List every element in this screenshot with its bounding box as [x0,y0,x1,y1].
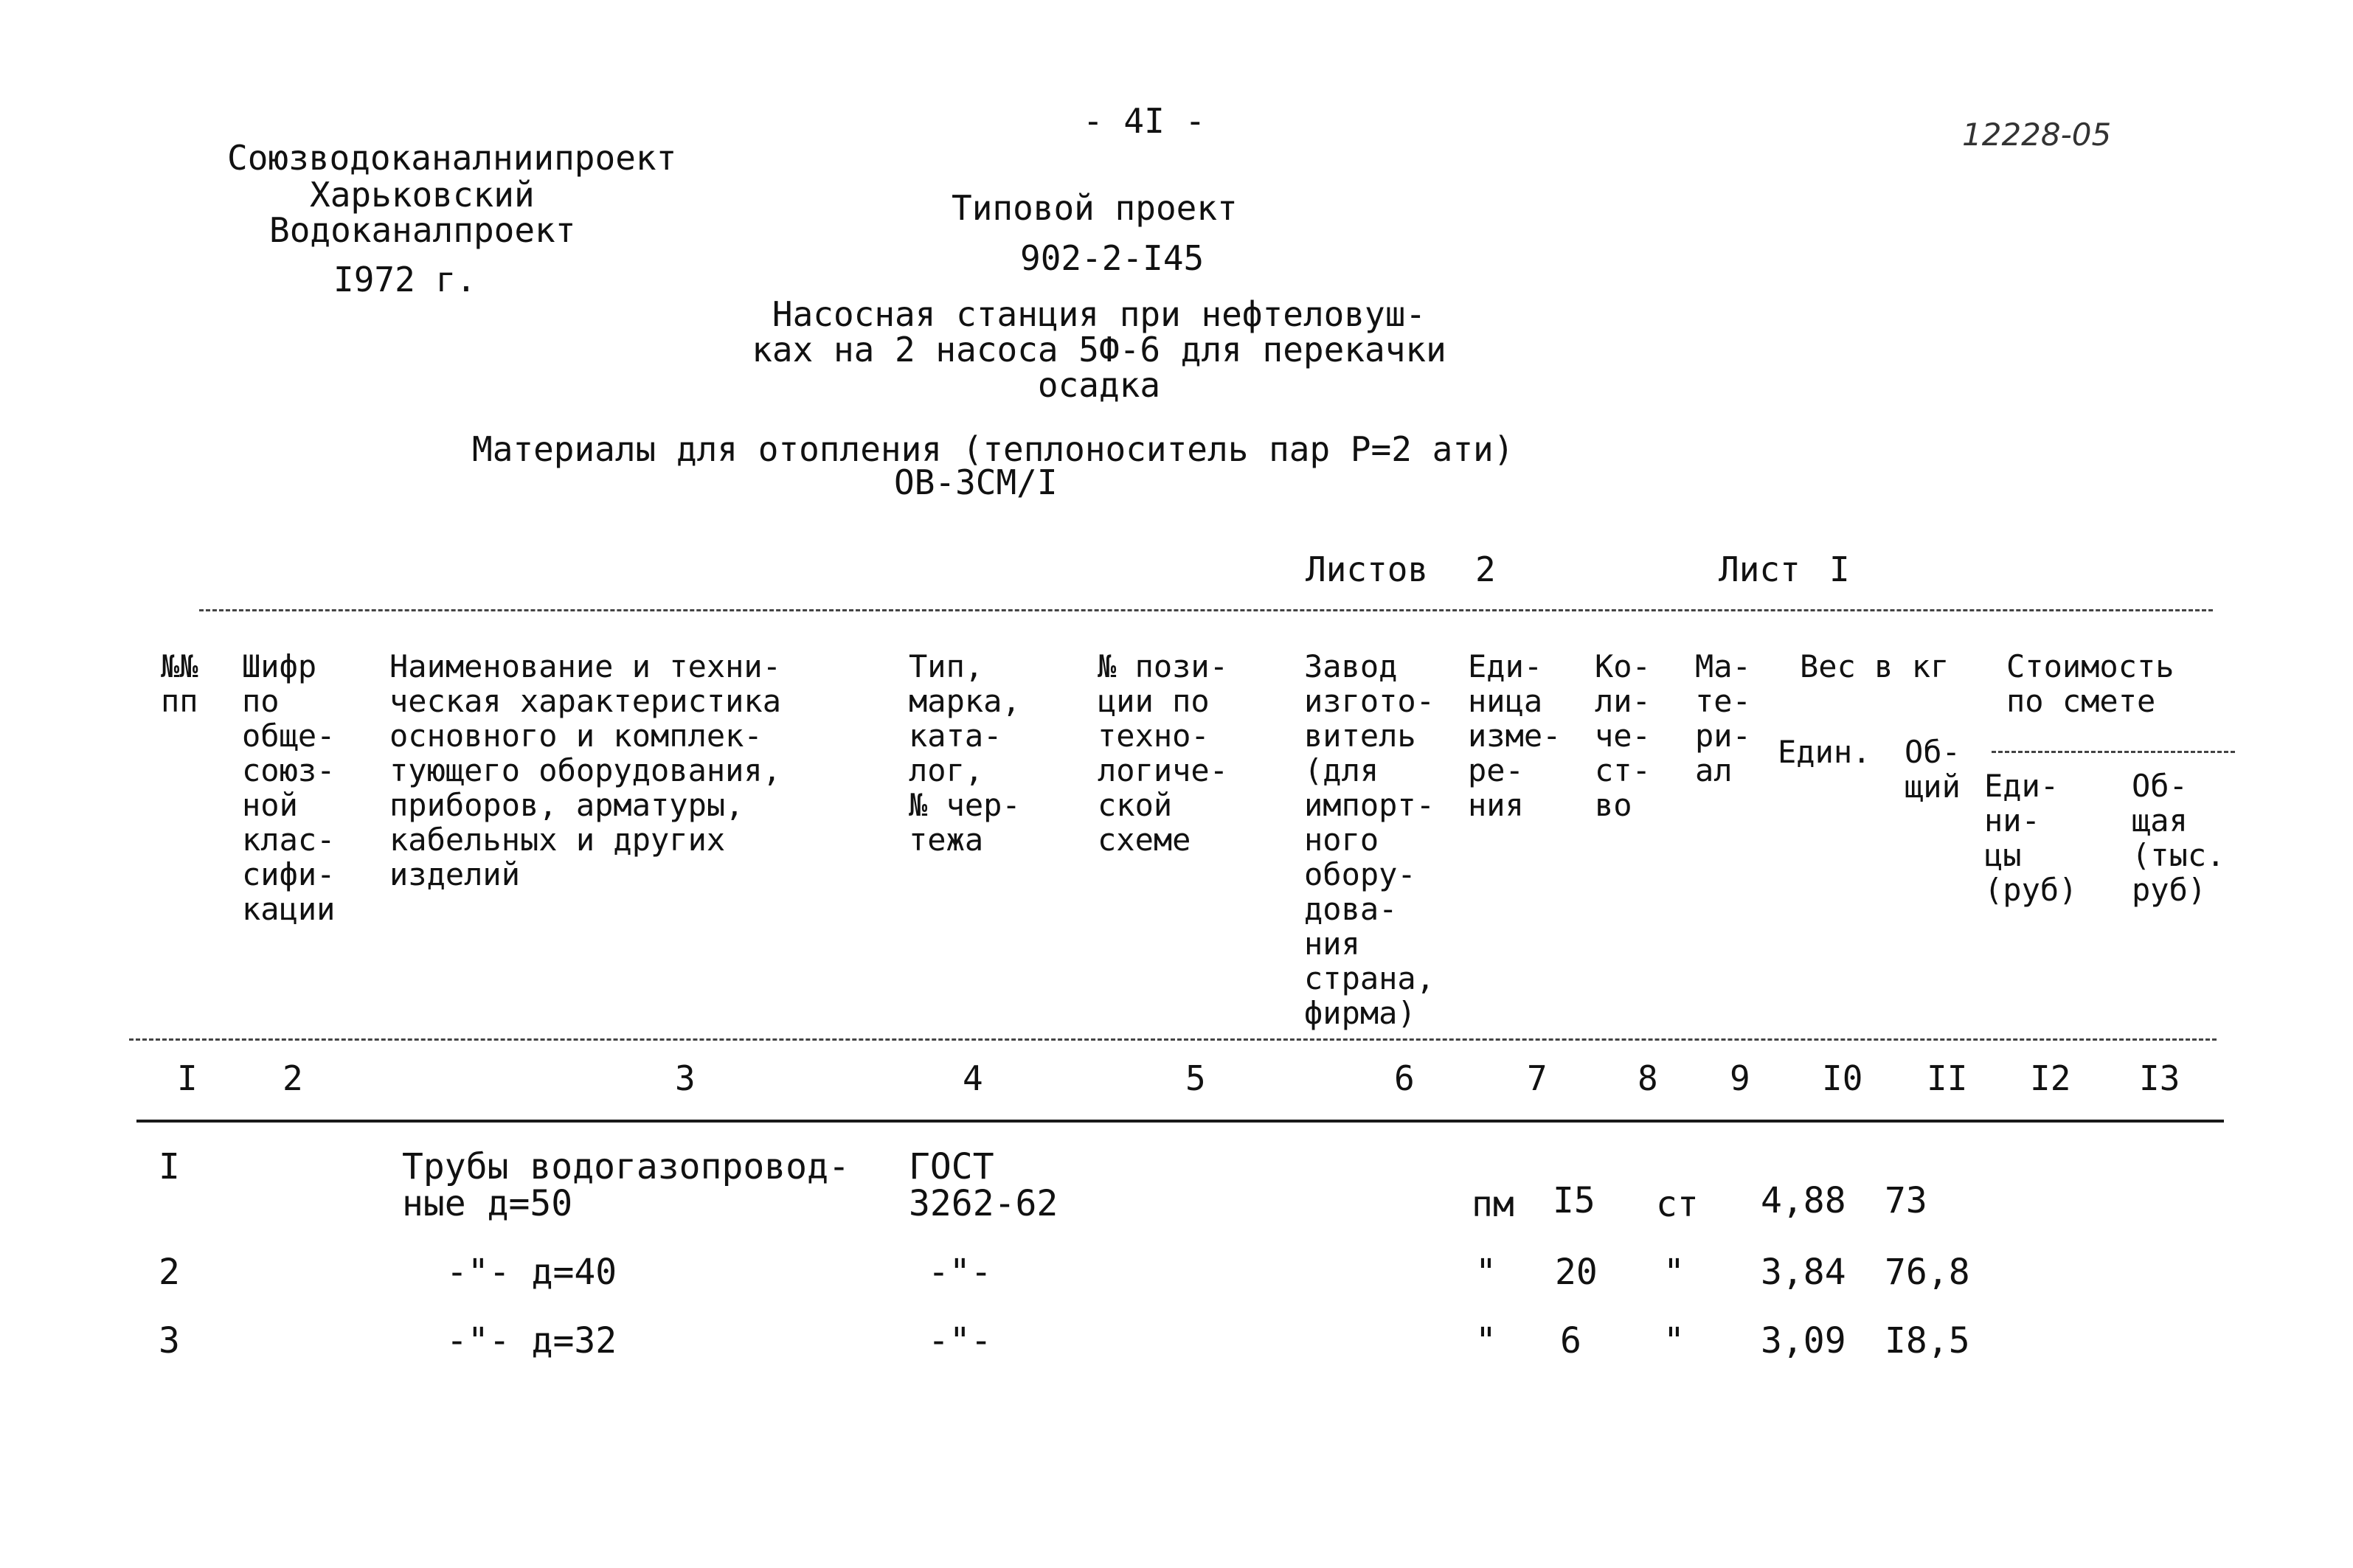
row3-material: " [1663,1320,1685,1361]
column-numbers-rule [136,1120,2224,1123]
row3-name: -"- д=32 [446,1320,617,1361]
row2-material: " [1663,1252,1685,1293]
document-code-title: ОВ-3СМ/I [894,462,1058,502]
column-number-10: I0 [1822,1058,1863,1098]
row2-weight-unit: 3,84 [1761,1252,1846,1293]
sheet-current-label: Лист [1719,549,1801,589]
header-weight-total: Об- щий [1905,734,1961,805]
row1-quantity: I5 [1553,1180,1595,1221]
column-number-7: 7 [1527,1058,1548,1098]
row2-number: 2 [159,1252,180,1293]
header-material: Ма- те- ри- ал [1695,648,1751,788]
column-number-2: 2 [283,1058,303,1098]
row1-number: I [159,1146,180,1187]
header-cost-group: Стоимость по смете [2006,648,2174,719]
header-weight-group: Вес в кг [1800,648,1950,684]
row2-name: -"- д=40 [446,1252,617,1293]
sheets-total-value: 2 [1475,549,1496,589]
sheet-current-value: I [1829,549,1850,589]
row1-name: Трубы водогазопровод- ные д=50 [402,1146,850,1224]
page-number: - 4I - [1083,101,1206,141]
row2-weight-total: 76,8 [1885,1252,1970,1293]
header-unit-of-measure: Еди- ница изме- ре- ния [1468,648,1562,823]
table-top-rule [199,609,2213,611]
row1-material: ст [1656,1184,1699,1225]
header-manufacturer: Завод изгото- витель (для импорт- ного обору- дова- ния страна, фирма) [1304,648,1435,1031]
row3-number: 3 [159,1320,180,1361]
header-bottom-rule [129,1038,2217,1041]
row3-unit: " [1475,1320,1497,1361]
column-number-4: 4 [963,1058,983,1098]
row1-type: ГОСТ 3262-62 [909,1146,1058,1224]
org-name-line1: Союзводоканалниипроект [227,138,677,178]
row2-unit: " [1475,1252,1497,1293]
column-number-1: I [177,1058,198,1098]
header-weight-unit: Един. [1778,734,1871,770]
row1-weight-total: 73 [1885,1180,1927,1221]
sheets-total-label: Листов [1306,549,1429,589]
row2-type: -"- [928,1252,992,1293]
header-type-mark: Тип, марка, ката- лог, № чер- тежа [909,648,1021,858]
header-cost-unit: Еди- ни- цы (руб) [1984,768,2078,908]
header-quantity: Ко- ли- че- ст- во [1595,648,1651,823]
row1-weight-unit: 4,88 [1761,1180,1846,1221]
row3-type: -"- [928,1320,992,1361]
column-number-9: 9 [1730,1058,1750,1098]
row3-weight-unit: 3,09 [1761,1320,1846,1361]
column-number-13: I3 [2139,1058,2180,1098]
column-number-11: II [1927,1058,1968,1098]
document-title: Материалы для отопления (теплоноситель пар Р=2 ати) [472,429,1514,469]
org-name-line3: Водоканалпроект [269,210,576,250]
org-name-line2: Харьковский [310,175,535,215]
cost-group-divider [1992,751,2235,753]
column-number-6: 6 [1394,1058,1415,1098]
row3-weight-total: I8,5 [1885,1320,1970,1361]
org-year: I972 г. [333,260,477,299]
document-code: 12228-05 [1962,117,2112,153]
column-number-5: 5 [1185,1058,1206,1098]
header-classification-code: Шифр по обще- союз- ной клас- сифи- кации [242,648,336,927]
row1-unit: пм [1472,1184,1514,1225]
header-name-description: Наименование и техни- ческая характеристика основного и комплек- тующего оборудования, приборов, арматуры, кабельных и других изделий [389,648,782,892]
header-position-number: № пози- ции по техно- логиче- ской схеме [1098,648,1229,858]
column-number-3: 3 [675,1058,696,1098]
row3-quantity: 6 [1560,1320,1581,1361]
column-number-8: 8 [1638,1058,1658,1098]
project-description: Насосная станция при нефтеловуш- ках на 2 насоса 5Ф-6 для перекачки осадка [752,294,1446,405]
header-row-number: №№ пп [161,648,198,719]
column-number-12: I2 [2030,1058,2071,1098]
row2-quantity: 20 [1555,1252,1598,1293]
header-cost-total: Об- щая (тыс. руб) [2132,768,2225,908]
project-label: Типовой проект [952,188,1238,228]
project-number: 902-2-I45 [1020,238,1205,278]
